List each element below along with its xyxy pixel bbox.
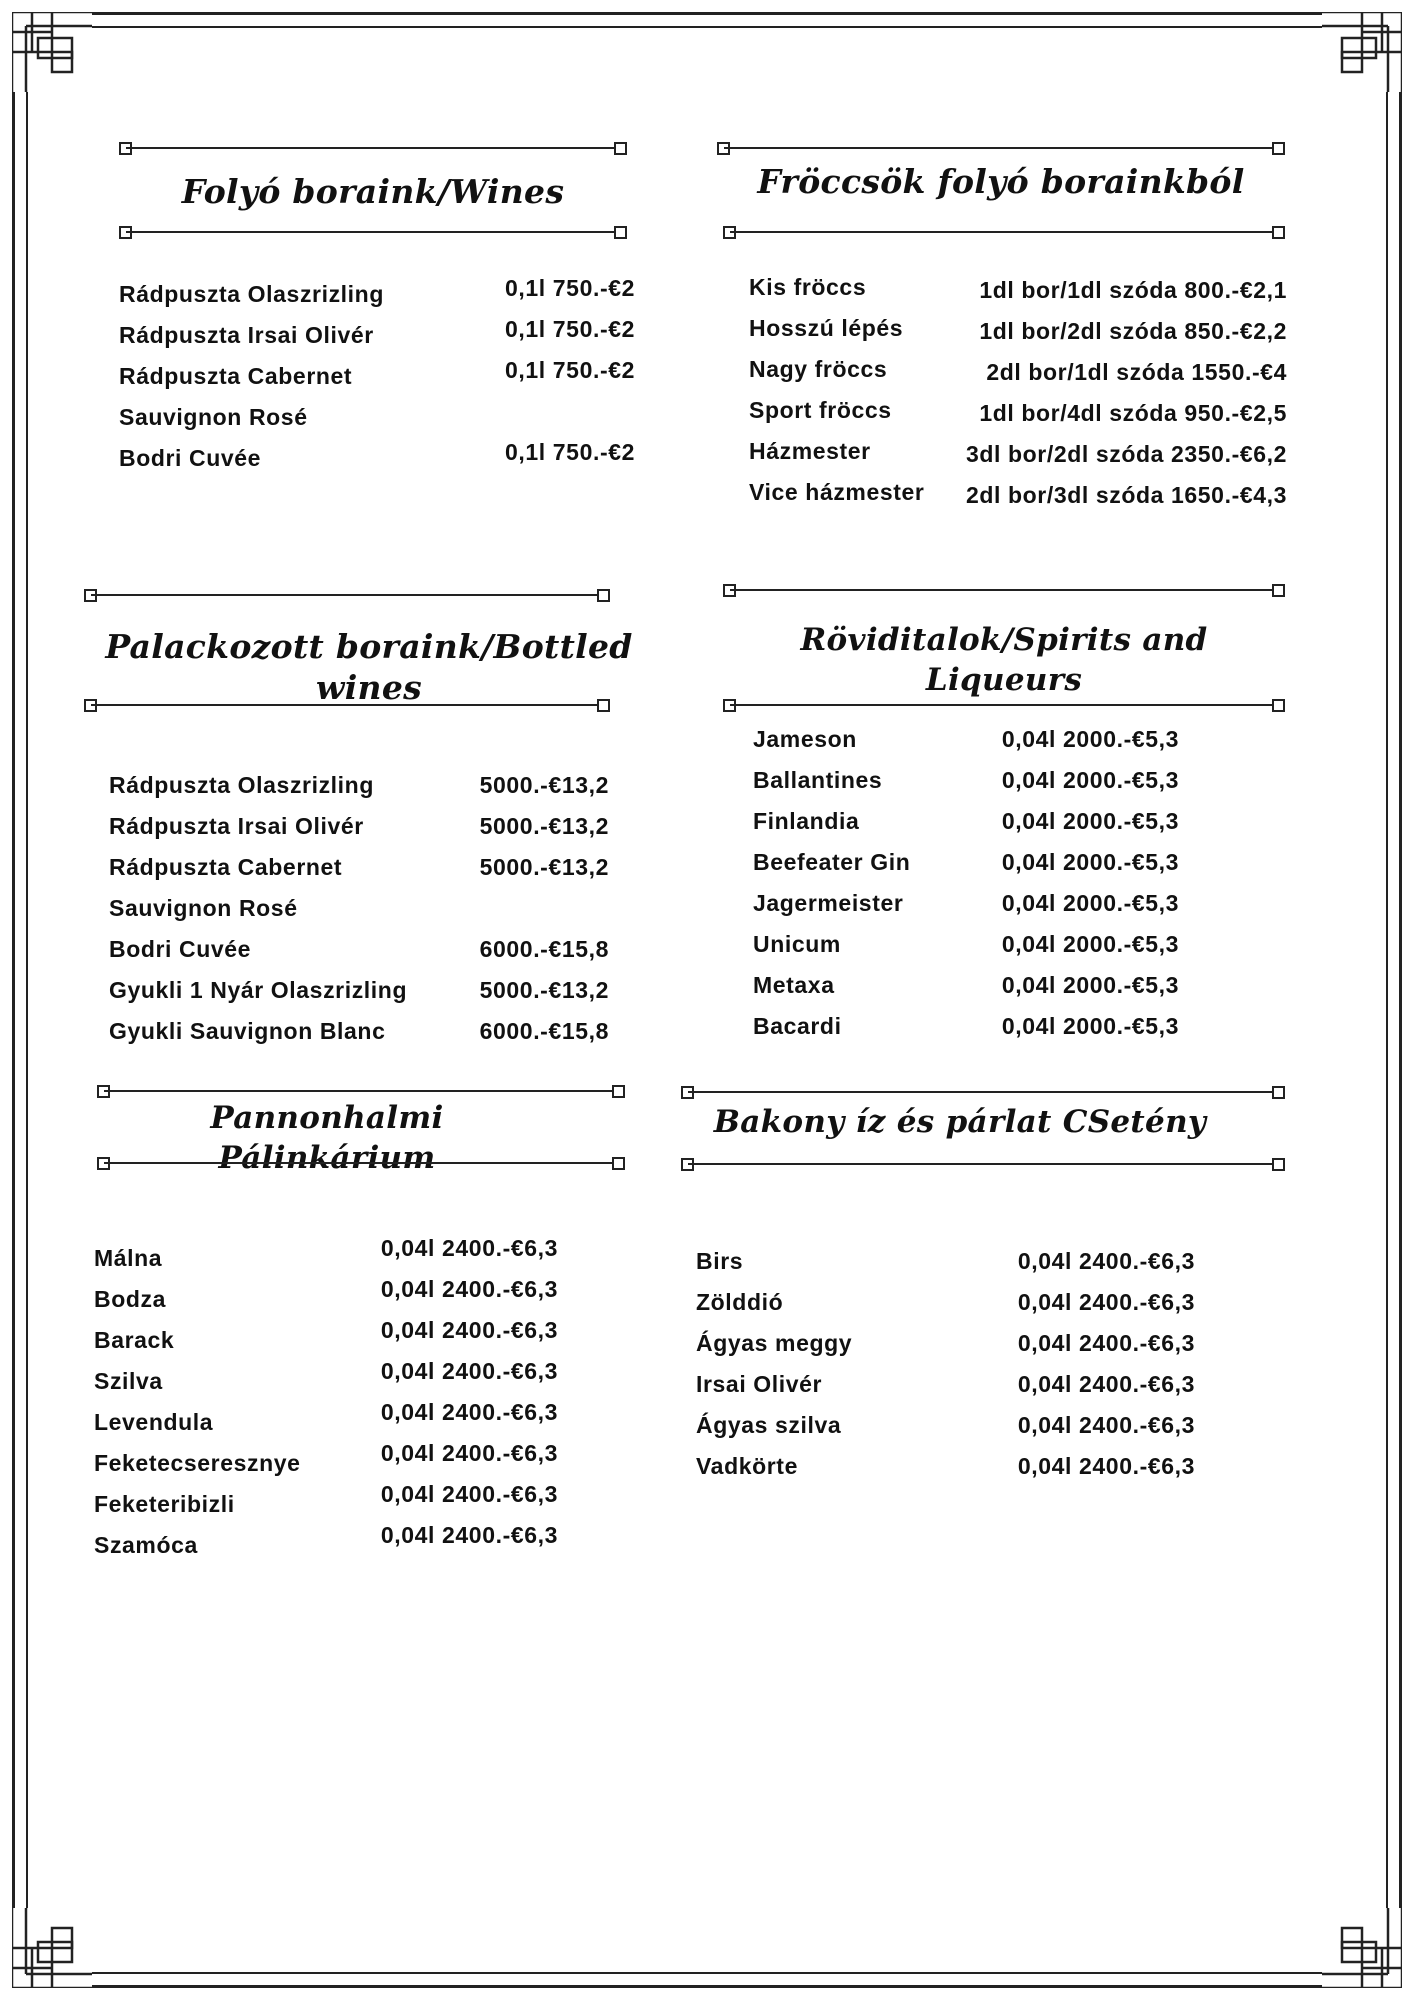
menu-list — [753, 726, 1179, 1054]
menu-item — [749, 479, 1287, 520]
menu-item — [749, 438, 1287, 479]
item-name: Feketeribizli — [94, 1491, 235, 1517]
item-name: Rádpuszta Cabernet — [119, 363, 353, 389]
item-name: Ágyas szilva — [696, 1412, 842, 1438]
item-price: 1dl bor/4dl szóda 950.-€2,5 — [979, 400, 1287, 426]
item-price: 0,1l 750.-€2 — [505, 275, 635, 301]
menu-item — [753, 726, 1179, 767]
menu-item — [109, 895, 609, 936]
menu-item — [109, 1018, 609, 1059]
item-price: 0,04l 2400.-€6,3 — [380, 1399, 558, 1425]
menu-item — [696, 1371, 1195, 1412]
item-price: 0,1l 750.-€2 — [505, 316, 635, 342]
item-price: 0,04l 2000.-€5,3 — [1001, 890, 1179, 916]
menu-item — [753, 890, 1179, 931]
item-name: Bodza — [94, 1286, 166, 1312]
item-price: 0,04l 2400.-€6,3 — [380, 1440, 558, 1466]
menu-item — [696, 1248, 1195, 1289]
menu-item — [753, 1013, 1179, 1054]
item-price: 0,04l 2400.-€6,3 — [380, 1358, 558, 1384]
corner-ornament-bottom-left — [12, 1908, 92, 1988]
item-price: 0,04l 2400.-€6,3 — [1017, 1330, 1195, 1356]
item-price: 0,04l 2400.-€6,3 — [380, 1481, 558, 1507]
item-name: Ágyas meggy — [696, 1330, 853, 1356]
menu-item — [753, 972, 1179, 1013]
menu-item — [696, 1453, 1195, 1494]
item-name: Bodri Cuvée — [119, 445, 262, 471]
item-price: 5000.-€13,2 — [479, 813, 609, 839]
section-title-line: Palackozott boraink/Bottled — [105, 627, 633, 666]
item-name: Bacardi — [753, 1013, 842, 1039]
item-name: Szilva — [94, 1368, 163, 1394]
section-title: Bakony íz és párlat CSetény — [713, 1104, 1207, 1140]
item-name: Sport fröccs — [749, 397, 892, 423]
item-price: 1dl bor/2dl szóda 850.-€2,2 — [979, 318, 1287, 344]
item-name: Rádpuszta Cabernet — [109, 854, 343, 880]
section-rule-top — [119, 142, 627, 154]
section-rule-top — [723, 584, 1285, 596]
item-price: 0,04l 2400.-€6,3 — [1017, 1289, 1195, 1315]
item-price: 5000.-€13,2 — [479, 854, 609, 880]
item-name: Levendula — [94, 1409, 214, 1435]
item-price: 0,04l 2000.-€5,3 — [1001, 931, 1179, 957]
item-price: 2dl bor/3dl szóda 1650.-€4,3 — [965, 482, 1287, 508]
item-name: Jameson — [753, 726, 857, 752]
item-name: Ballantines — [753, 767, 883, 793]
item-price: 0,1l 750.-€2 — [505, 439, 635, 465]
menu-item — [109, 977, 609, 1018]
section-rule-bottom — [723, 699, 1285, 711]
menu-item — [109, 772, 609, 813]
menu-item — [749, 274, 1287, 315]
menu-item — [109, 936, 609, 977]
item-name: Szamóca — [94, 1532, 198, 1558]
menu-item — [753, 849, 1179, 890]
section-rule-bottom — [119, 226, 627, 238]
menu-list — [749, 274, 1287, 520]
item-price: 0,04l 2000.-€5,3 — [1001, 767, 1179, 793]
item-price: 0,04l 2000.-€5,3 — [1001, 726, 1179, 752]
item-name: Zölddió — [696, 1289, 784, 1315]
menu-item — [94, 1522, 558, 1573]
item-price: 0,04l 2400.-€6,3 — [1017, 1453, 1195, 1479]
item-name: Rádpuszta Olaszrizling — [119, 281, 384, 307]
section-title: Röviditalok/Spirits and Liqueurs — [800, 622, 1208, 698]
item-price: 5000.-€13,2 — [479, 977, 609, 1003]
section-rule-bottom — [723, 226, 1285, 238]
section-title-line: wines — [315, 668, 422, 707]
item-price: 6000.-€15,8 — [479, 936, 609, 962]
menu-item — [753, 931, 1179, 972]
item-name: Vadkörte — [696, 1453, 798, 1479]
item-name: Beefeater Gin — [753, 849, 911, 875]
menu-list — [109, 772, 609, 1059]
corner-ornament-top-right — [1322, 12, 1402, 92]
item-name: Feketecseresznye — [94, 1450, 301, 1476]
menu-item — [749, 397, 1287, 438]
item-price: 0,04l 2400.-€6,3 — [380, 1276, 558, 1302]
menu-item — [696, 1330, 1195, 1371]
menu-list — [696, 1248, 1195, 1494]
menu-item — [749, 356, 1287, 397]
item-price: 0,04l 2400.-€6,3 — [1017, 1412, 1195, 1438]
item-name: Rádpuszta Olaszrizling — [109, 772, 374, 798]
item-price: 0,04l 2400.-€6,3 — [380, 1235, 558, 1261]
section-title: Folyó boraink/Wines — [181, 172, 565, 211]
section-rule-top — [717, 142, 1285, 154]
item-price: 5000.-€13,2 — [479, 772, 609, 798]
item-price: 0,04l 2000.-€5,3 — [1001, 808, 1179, 834]
item-name: Vice házmester — [749, 479, 925, 505]
item-price: 0,04l 2400.-€6,3 — [380, 1522, 558, 1548]
item-price: 1dl bor/1dl szóda 800.-€2,1 — [979, 277, 1287, 303]
item-price: 0,04l 2000.-€5,3 — [1001, 1013, 1179, 1039]
menu-item — [753, 808, 1179, 849]
section-rule-top — [84, 589, 610, 601]
item-name: Sauvignon Rosé — [119, 404, 308, 430]
section-title: Pannonhalmi Pálinkárium — [210, 1100, 444, 1176]
item-name: Sauvignon Rosé — [109, 895, 298, 921]
corner-ornament-bottom-right — [1322, 1908, 1402, 1988]
item-name: Málna — [94, 1245, 163, 1271]
item-name: Rádpuszta Irsai Olivér — [119, 322, 374, 348]
section-rule-bottom — [84, 699, 610, 711]
item-name: Metaxa — [753, 972, 835, 998]
item-price: 0,04l 2000.-€5,3 — [1001, 972, 1179, 998]
menu-list — [119, 275, 635, 486]
corner-ornament-top-left — [12, 12, 92, 92]
item-price: 0,04l 2000.-€5,3 — [1001, 849, 1179, 875]
item-price: 0,1l 750.-€2 — [505, 357, 635, 383]
item-name: Kis fröccs — [749, 274, 867, 300]
menu-item — [119, 357, 635, 404]
item-name: Jagermeister — [753, 890, 904, 916]
item-name: Nagy fröccs — [749, 356, 888, 382]
item-name: Gyukli Sauvignon Blanc — [109, 1018, 386, 1044]
menu-item — [109, 813, 609, 854]
section-title — [84, 626, 654, 708]
section-rule-bottom — [681, 1158, 1285, 1170]
item-name: Hosszú lépés — [749, 315, 904, 341]
item-price: 3dl bor/2dl szóda 2350.-€6,2 — [965, 441, 1287, 467]
section-title: Fröccsök folyó borainkból — [757, 162, 1245, 201]
item-price: 6000.-€15,8 — [479, 1018, 609, 1044]
item-name: Irsai Olivér — [696, 1371, 823, 1397]
item-name: Unicum — [753, 931, 841, 957]
menu-item — [696, 1289, 1195, 1330]
menu-item — [753, 767, 1179, 808]
item-price: 2dl bor/1dl szóda 1550.-€4 — [986, 359, 1287, 385]
item-name: Barack — [94, 1327, 175, 1353]
item-name: Finlandia — [753, 808, 860, 834]
menu-item — [696, 1412, 1195, 1453]
section-rule-top — [681, 1086, 1285, 1098]
item-name: Házmester — [749, 438, 871, 464]
item-name: Gyukli 1 Nyár Olaszrizling — [109, 977, 408, 1003]
menu-item — [749, 315, 1287, 356]
item-price: 0,04l 2400.-€6,3 — [1017, 1248, 1195, 1274]
item-name: Rádpuszta Irsai Olivér — [109, 813, 364, 839]
menu-list — [94, 1235, 558, 1573]
menu-item — [109, 854, 609, 895]
section-rule-bottom — [97, 1157, 625, 1169]
menu-item — [119, 439, 635, 486]
item-name: Bodri Cuvée — [109, 936, 252, 962]
item-price: 0,04l 2400.-€6,3 — [1017, 1371, 1195, 1397]
item-name: Birs — [696, 1248, 744, 1274]
item-price: 0,04l 2400.-€6,3 — [380, 1317, 558, 1343]
section-rule-top — [97, 1085, 625, 1097]
